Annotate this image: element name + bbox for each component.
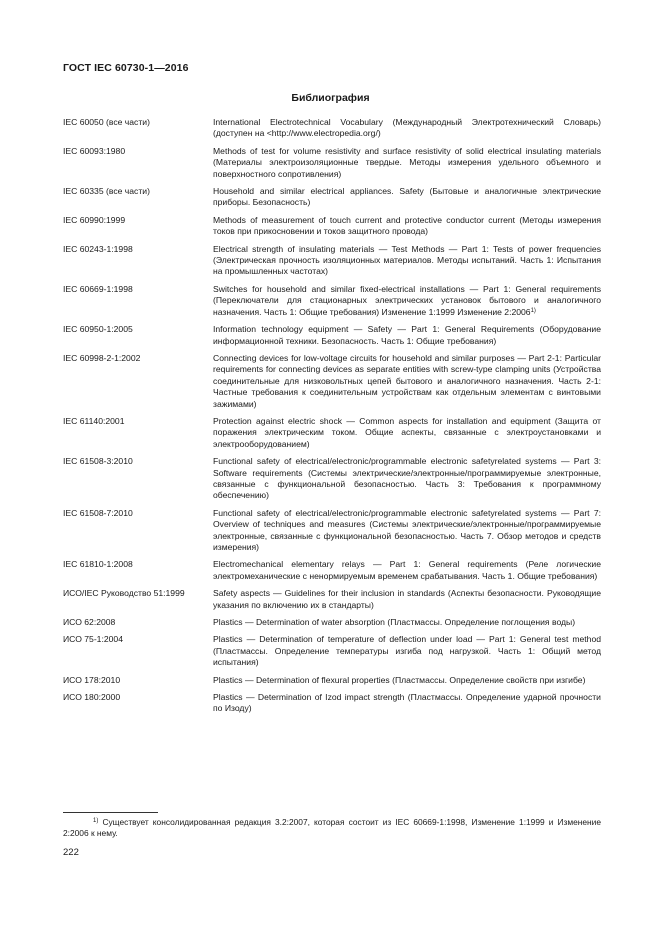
entry-description: Household and similar electrical appliances. Safety (Бытовые и аналогичные электрические приборы. Безопасность) (213, 186, 601, 208)
entry-description: Plastics — Determination of water absorption (Пластмассы. Определение поглощения воды) (213, 617, 576, 628)
bibliography-entry (63, 559, 601, 582)
entry-description: Protection against electric shock — Common aspects for installation and equipment (Защита от поражения электрическим током. Общие аспекты, связанные с электроустановками и электрооборудованием) (213, 415, 601, 449)
entry-code: IEC 61508-7:2010 (63, 507, 133, 518)
footnote-divider (63, 812, 158, 813)
entry-description: Electrical strength of insulating materials — Test Methods — Part 1: Tests of power frequencies (Электрическая прочность изоляционных материалов. Методы испытаний. Часть 1: Испытания на промышленных частотах) (213, 243, 601, 277)
entry-code: IEC 60669-1:1998 (63, 283, 133, 294)
bibliography-entry (63, 617, 601, 628)
bibliography-entry (63, 588, 601, 611)
entry-description: Electromechanical elementary relays — Part 1: General requirements (Реле логические электромеханические с ненормируемым временем срабатывания. Часть 1. Общие требования) (213, 559, 601, 581)
entry-code: IEC 61140:2001 (63, 415, 125, 426)
bibliography-entry (63, 117, 601, 140)
entry-description: Switches for household and similar fixed-electrical installations — Part 1: General requirements (Переключатели для стационарных электрических установок бытового и аналогичного назначения. Часть 1: Общие требования) Изменение 1:1999 Изменение 2:2006 (213, 283, 601, 317)
entry-description-with-note (213, 284, 601, 318)
bibliography-entry (63, 324, 601, 347)
entry-code: ИСО 178:2010 (63, 674, 121, 685)
entry-code: IEC 60998-2-1:2002 (63, 352, 141, 363)
bibliography-entry (63, 692, 601, 715)
bibliography-entry (63, 416, 601, 450)
entry-description: Functional safety of electrical/electronic/programmable electronic safetyrelated systems — Part 3: Software requirements (Системы электрические/электронные/программируемые электронные, связанные с функциональной безопасностью. Часть 3: Требования к программному обеспечению) (213, 456, 601, 501)
entry-description: Safety aspects — Guidelines for their inclusion in standards (Аспекты безопасности. Руководящие указания по включению их в стандарты) (213, 588, 601, 610)
bibliography-entry (63, 456, 601, 502)
entry-description: Plastics — Determination of flexural properties (Пластмассы. Определение свойств при изгибе) (213, 674, 586, 685)
entry-description: Functional safety of electrical/electronic/programmable electronic safetyrelated systems — Part 7: Overview of techniques and measures (Системы электрические/электронные/программируемые электронные, связанные с функциональной безопасностью. Часть 7. Обзор методов и средств измерения) (213, 507, 601, 552)
bibliography-entry (63, 186, 601, 209)
section-title: Библиография (291, 92, 370, 104)
entry-code: IEC 60050 (все части) (63, 117, 150, 127)
page-number: 222 (63, 847, 79, 858)
bibliography-entry (63, 215, 601, 238)
bibliography-entry (63, 508, 601, 554)
footnote (63, 817, 601, 839)
footnote-text: Существует консолидированная редакция 3.2:2007, которая состоит из IEC 60669-1:1998, Изменение 1:1999 и Изменение 2:2006 к нему. (63, 817, 602, 839)
entry-description: Methods of test for volume resistivity and surface resistivity of solid electrical insulating materials (Материалы электроизоляционные твердые. Методы измерения удельного объемного и поверхностного сопротивления) (213, 145, 601, 179)
entry-code: IEC 61810-1:2008 (63, 559, 133, 570)
entry-description: Methods of measurement of touch current and protective conductor current (Методы измерения токов при прикосновении и токов защитного провода) (213, 214, 601, 237)
footnote-marker: 1) (93, 818, 99, 824)
entry-description: International Electrotechnical Vocabulary (Международный Электротехнический Словарь) (доступен на <http://www.electropedia.org/) (213, 117, 601, 139)
bibliography-entry (63, 353, 601, 410)
footnote-reference[interactable]: 1) (530, 307, 536, 314)
entry-code: IEC 61508-3:2010 (63, 456, 133, 467)
bibliography-entry (63, 284, 601, 318)
bibliography-entry (63, 244, 601, 278)
entry-code: ИСО 62:2008 (63, 617, 116, 628)
bibliography-entry (63, 634, 601, 668)
entry-code: ИСО 180:2000 (63, 692, 121, 703)
entry-code: IEC 60335 (все части) (63, 186, 150, 197)
bibliography-entry (63, 146, 601, 180)
entry-code: IEC 60243-1:1998 (63, 243, 133, 254)
entry-description: Plastics — Determination of Izod impact strength (Пластмассы. Определение ударной прочности по Изоду) (213, 692, 601, 714)
entry-code: IEC 60990:1999 (63, 214, 126, 225)
entry-code: IEC 60950-1:2005 (63, 324, 133, 335)
entry-description: Plastics — Determination of temperature of deflection under load — Part 1: General test method (Пластмассы. Определение температуры изгиба под нагрузкой. Часть 1: Общий метод испытания) (213, 634, 601, 668)
entry-description: Connecting devices for low-voltage circuits for household and similar purposes — Part 2-1: Particular requirements for connecting devices as separate entities with screw-type clamping units (Устройства соединительные для низковольтных цепей бытового и аналогичного назначения. Часть 2-1: Частные требования к соединительным устройствам как отдельным элементам с винтовыми зажимами) (213, 352, 601, 409)
bibliography-list (63, 117, 601, 721)
document-header: ГОСТ IEC 60730-1—2016 (63, 62, 189, 74)
entry-description: Information technology equipment — Safety — Part 1: General Requirements (Оборудование информационной техники. Безопасность. Часть 1: Общие требования) (213, 324, 601, 346)
bibliography-entry (63, 675, 601, 686)
entry-code: ИСО/IEC Руководство 51:1999 (63, 588, 185, 599)
entry-code: IEC 60093:1980 (63, 145, 126, 156)
entry-code: ИСО 75-1:2004 (63, 634, 123, 645)
